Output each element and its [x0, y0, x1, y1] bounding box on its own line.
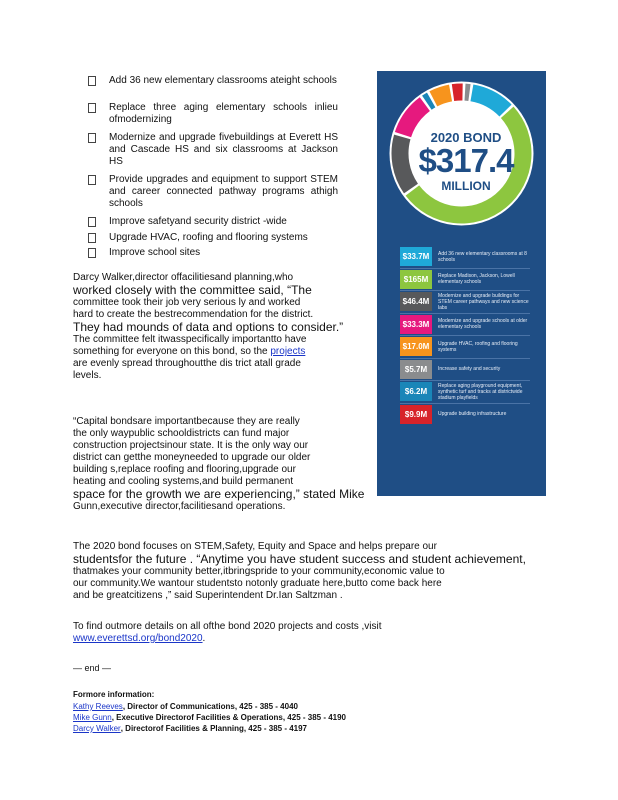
bond-amount: $317.4 — [418, 142, 514, 179]
bullet-text: Add 36 new elementary classrooms ateight schools — [109, 75, 337, 86]
contact-details: , Director of Communications, 425 - 385 - 4040 — [122, 702, 298, 711]
row-divider — [400, 290, 530, 291]
bond-item-amount: $33.3M — [400, 315, 432, 334]
bullet-item — [88, 132, 338, 168]
bullet-box-icon — [88, 76, 96, 86]
bullet-text: Provide upgrades and equipment to support STEM and career connected pathway programs athigh schools — [109, 174, 338, 209]
text-line: our community.We wantour studentsto notonly graduate here,butto come back here — [73, 578, 442, 589]
contact-details: , Executive Directorof Facilities & Operations, 425 - 385 - 4190 — [111, 713, 347, 722]
row-divider — [400, 268, 530, 269]
text-line: space for the growth we are experiencing,” stated Mike — [73, 487, 365, 501]
text-line: the only waypublic schooldistricts can fund major — [73, 428, 290, 439]
text-fragment: something for everyone on this bond, so the — [73, 346, 268, 357]
contact-row — [73, 712, 346, 723]
text-line: To find outmore details on all ofthe bond 2020 projects and costs ,visit — [73, 621, 382, 632]
text-line: The 2020 bond focuses on STEM,Safety, Equity and Space and helps prepare our — [73, 541, 437, 552]
bond-item-description: Modernize and upgrade schools at older elementary schools — [438, 318, 528, 330]
bond-item-amount: $9.9M — [400, 405, 432, 424]
text-line: levels. — [73, 370, 102, 381]
bond-item-description: Upgrade HVAC, roofing and flooring systems — [438, 340, 518, 353]
row-divider — [400, 358, 530, 359]
projects-link[interactable]: projects — [270, 346, 306, 357]
bond-item-description: Replace Madison, Jackson, Lowell elementary schools — [438, 273, 515, 285]
bullet-item — [88, 75, 338, 87]
bullet-item — [88, 102, 338, 126]
text-line — [73, 346, 373, 358]
bullet-box-icon — [88, 175, 96, 185]
bond-item-amount: $5.7M — [400, 360, 432, 379]
bond-item-amount: $46.4M — [400, 292, 432, 311]
contact-name-link[interactable]: Darcy Walker — [73, 724, 121, 733]
text-line: They had mounds of data and options to consider.” — [73, 320, 344, 334]
contact-row — [73, 701, 298, 712]
text-line: district can getthe moneyneeded to upgrade our older — [73, 452, 311, 463]
row-divider — [400, 313, 530, 314]
bond-item-amount: $6.2M — [400, 382, 432, 401]
text-line: and be greatcitizens ,” said Superintendent Dr.Ian Saltzman . — [73, 590, 343, 601]
bullet-box-icon — [88, 233, 96, 243]
bond-item-description: Upgrade building infrastructure — [438, 411, 507, 417]
bullet-box-icon — [88, 248, 96, 258]
bullet-item — [88, 216, 338, 228]
bond-item-row — [400, 292, 530, 311]
text-line: studentsfor the future . “Anytime you have student success and student achievement, — [73, 552, 526, 566]
bond-item-description: Replace aging playground equipment, synthetic turf and tracks at districtwide stadium playfields — [438, 382, 523, 401]
text-line: Gunn,executive director,facilitiesand operations. — [73, 501, 286, 512]
bond-item-row — [400, 270, 530, 289]
bullet-box-icon — [88, 217, 96, 227]
bond-website-link[interactable]: www.everettsd.org/bond2020 — [73, 633, 203, 644]
paragraph-saltzman-quote — [73, 541, 528, 602]
bond-item-row — [400, 360, 530, 379]
contact-row — [73, 723, 307, 734]
bond-item-row — [400, 382, 530, 401]
bullet-item — [88, 247, 338, 259]
text-line: heating and cooling systems,and build permanent — [73, 476, 294, 487]
bond-item-description: Modernize and upgrade buildings for STEM career pathways and new science labs — [438, 292, 529, 311]
contacts-heading: Formore information: — [73, 690, 155, 699]
end-marker: — end — — [73, 663, 112, 673]
row-divider — [400, 403, 530, 404]
bond-infographic — [377, 71, 546, 496]
bond-item-amount: $17.0M — [400, 337, 432, 356]
text-line: committee took their job very serious ly and worked — [73, 297, 301, 308]
text-line: are evenly spread throughoutthe dis trict atall grade — [73, 358, 301, 369]
bullet-text: Replace three aging elementary schools inlieu ofmodernizing — [109, 102, 338, 125]
bullet-text: Improve school sites — [109, 247, 201, 258]
bond-item-amount: $33.7M — [400, 247, 432, 266]
bond-unit: MILLION — [441, 179, 491, 193]
paragraph-walker-quote — [73, 272, 373, 382]
bullet-item — [88, 232, 338, 244]
paragraph-gunn-quote — [73, 416, 373, 513]
bond-item-description: Add 36 new elementary classrooms at 8 schools — [438, 250, 527, 263]
contact-name-link[interactable]: Kathy Reeves — [73, 702, 123, 711]
bond-item-row — [400, 315, 530, 334]
text-line: The committee felt itwasspecifically importantto have — [73, 334, 307, 345]
bond-item-row — [400, 337, 530, 356]
row-divider — [400, 380, 530, 381]
bond-item-amount: $165M — [400, 270, 432, 289]
bullet-item — [88, 174, 338, 210]
text-line: hard to create the bestrecommendation for the district. — [73, 309, 314, 320]
bond-item-row — [400, 247, 530, 266]
text-line: “Capital bondsare importantbecause they are really — [73, 416, 300, 427]
text-line: construction projectsinour state. It is the only way our — [73, 440, 309, 451]
text-line: Darcy Walker,director offacilitiesand planning,who — [73, 272, 294, 283]
bond-item-description: Increase safety and security — [438, 366, 501, 372]
contact-name-link[interactable]: Mike Gunn — [73, 713, 112, 722]
contact-details: , Directorof Facilities & Planning, 425 - 385 - 4197 — [120, 724, 308, 733]
text-line: thatmakes your community better,itbringspride to your community,economic value to — [73, 566, 445, 577]
bond-label: 2020 BOND — [430, 130, 502, 145]
row-divider — [400, 335, 530, 336]
bullet-text: Improve safetyand security district -wide — [109, 216, 287, 227]
text-line: building s,replace roofing and flooring,upgrade our — [73, 464, 296, 475]
bullet-box-icon — [88, 133, 96, 143]
text-line: worked closely with the committee said, “The — [73, 283, 312, 297]
bullet-box-icon — [88, 103, 96, 113]
paragraph-details: To find outmore details on all ofthe bond 2020 projects and costs ,visit www.everettsd.org/bond2020. — [73, 621, 528, 645]
bond-item-row — [400, 405, 530, 424]
bullet-text: Upgrade HVAC, roofing and flooring systems — [109, 232, 308, 243]
bullet-text: Modernize and upgrade fivebuildings at Everett HS and Cascade HS and six classrooms at Jackson HS — [109, 132, 338, 167]
